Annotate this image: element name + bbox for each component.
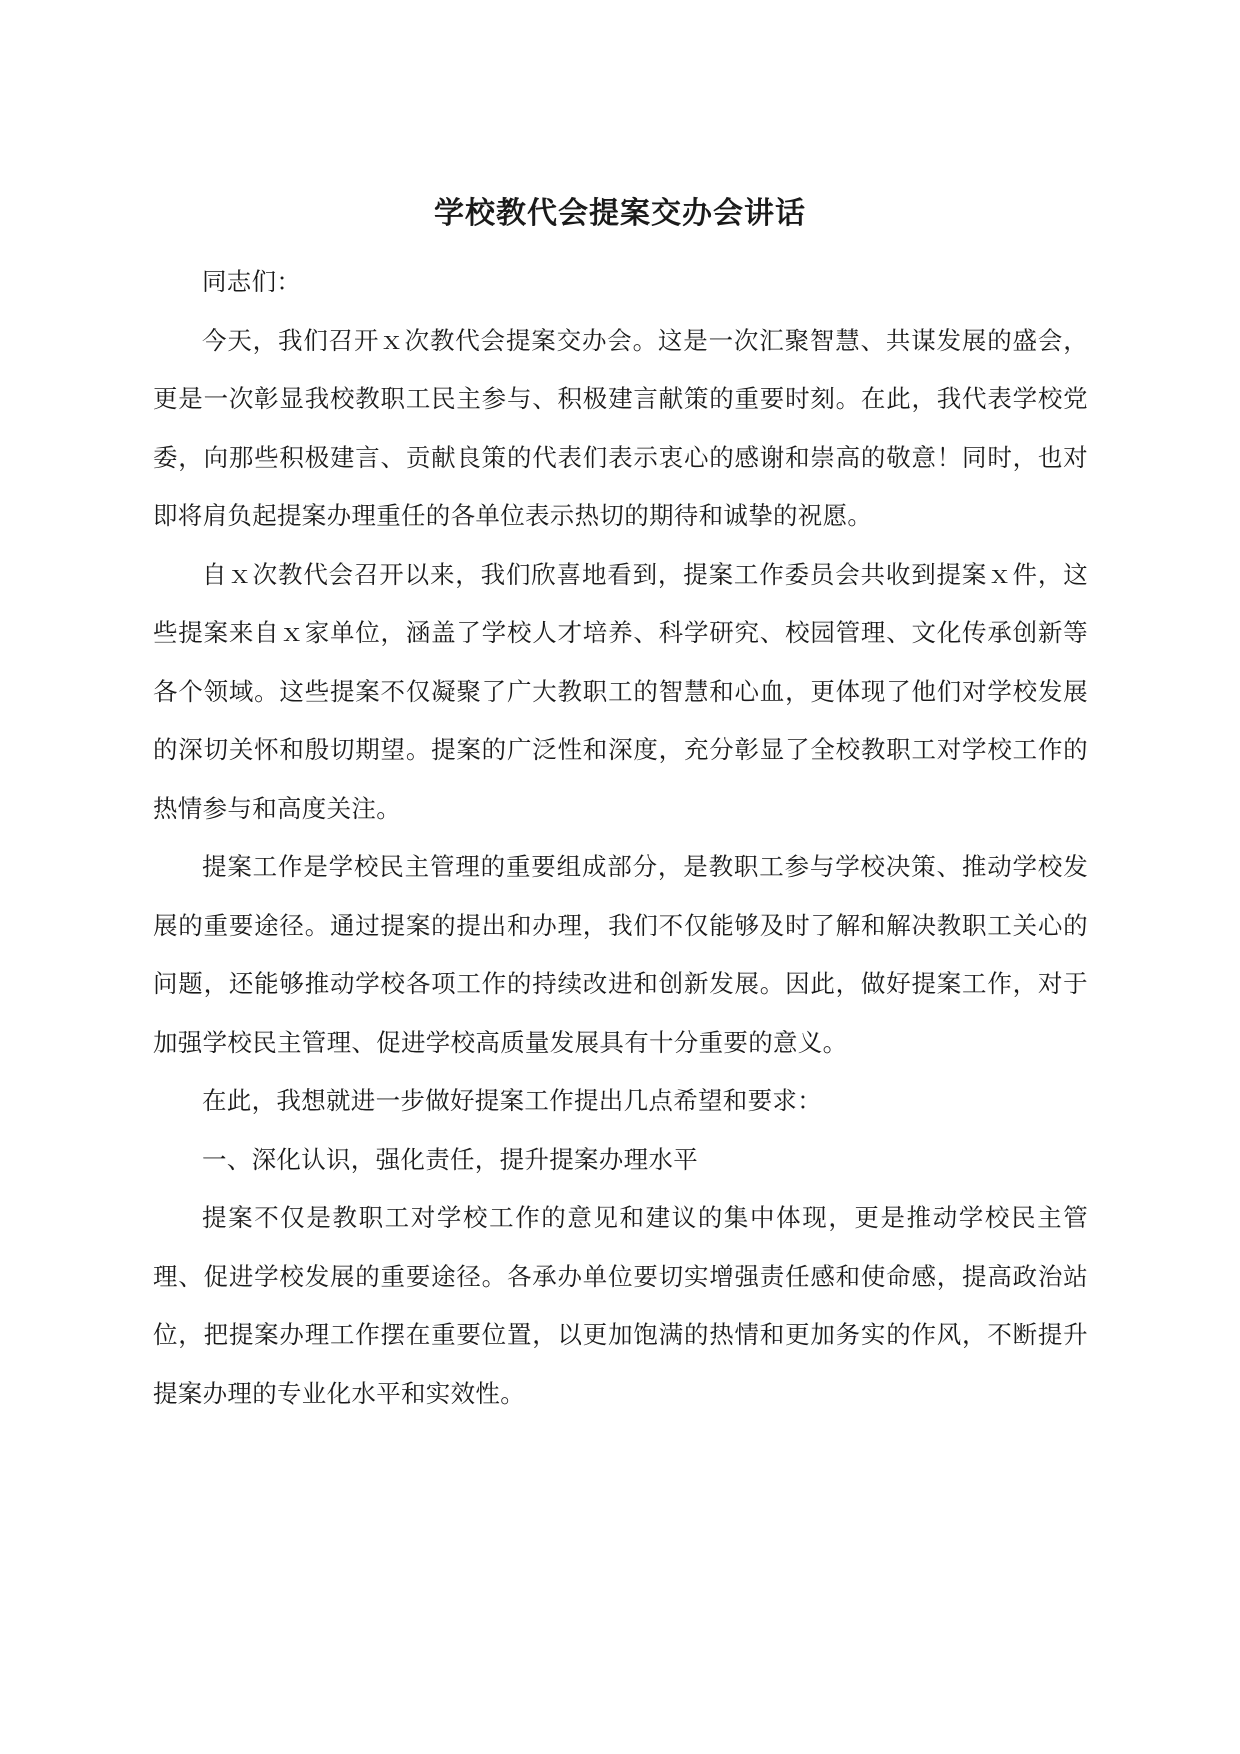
section-one-paragraph: 提案不仅是教职工对学校工作的意见和建议的集中体现，更是推动学校民主管理、促进学校发展的重要途径。各承办单位要切实增强责任感和使命感，提高政治站位，把提案办理工作摆在重要位置，以更加饱满的热情和更加务实的作风，不断提升提案办理的专业化水平和实效性。 <box>153 1203 1088 1408</box>
salutation-paragraph: 同志们： <box>202 267 302 296</box>
opening-paragraph: 今天，我们召开ｘ次教代会提案交办会。这是一次汇聚智慧、共谋发展的盛会，更是一次彰显我校教职工民主参与、积极建言献策的重要时刻。在此，我代表学校党委，向那些积极建言、贡献良策的代表们表示衷心的感谢和崇高的敬意！同时，也对即将肩负起提案办理重任的各单位表示热切的期待和诚挚的祝愿。 <box>153 325 1088 530</box>
proposals-summary-paragraph: 自ｘ次教代会召开以来，我们欣喜地看到，提案工作委员会共收到提案ｘ件，这些提案来自ｘ家单位，涵盖了学校人才培养、科学研究、校园管理、文化传承创新等各个领域。这些提案不仅凝聚了广大教职工的智慧和心血，更体现了他们对学校发展的深切关怀和殷切期望。提案的广泛性和深度，充分彰显了全校教职工对学校工作的热情参与和高度关注。 <box>153 559 1088 823</box>
document-body <box>153 253 1088 1423</box>
proposal-importance-paragraph: 提案工作是学校民主管理的重要组成部分，是教职工参与学校决策、推动学校发展的重要途径。通过提案的提出和办理，我们不仅能够及时了解和解决教职工关心的问题，还能够推动学校各项工作的持续改进和创新发展。因此，做好提案工作，对于加强学校民主管理、促进学校高质量发展具有十分重要的意义。 <box>153 852 1088 1057</box>
document-title: 学校教代会提案交办会讲话 <box>434 196 806 231</box>
requirements-intro-paragraph: 在此，我想就进一步做好提案工作提出几点希望和要求： <box>202 1086 822 1115</box>
section-one-heading: 一、深化认识，强化责任，提升提案办理水平 <box>202 1144 698 1174</box>
